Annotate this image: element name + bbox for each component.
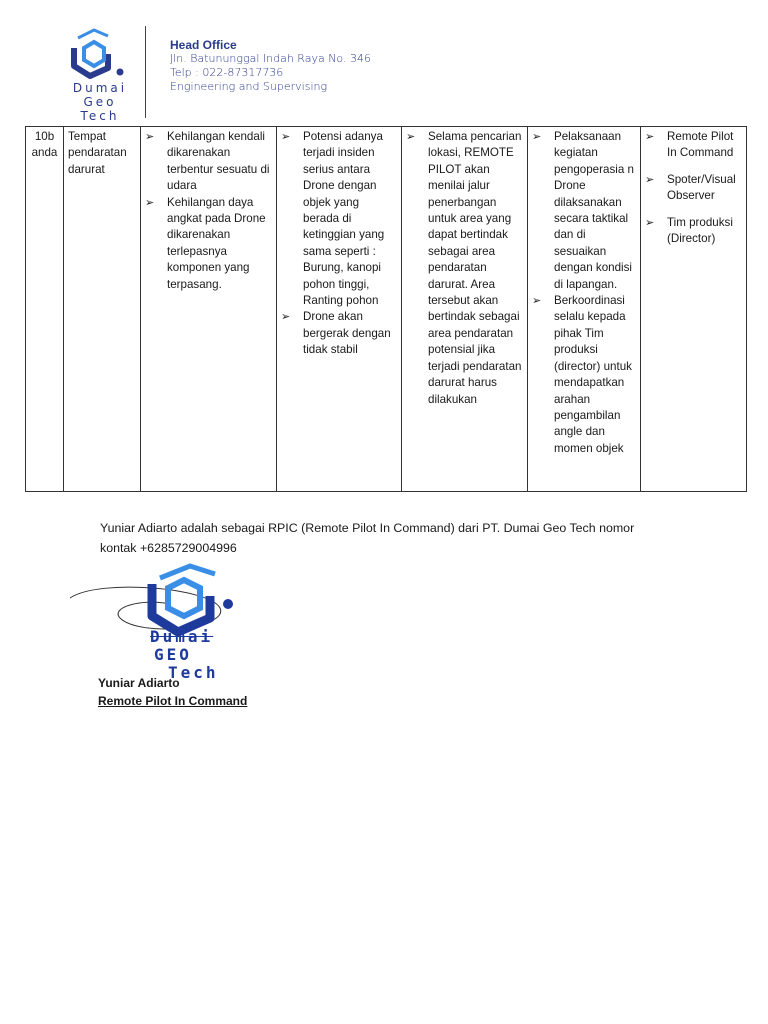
list-item: ➢ Drone akan bergerak dengan tidak stabil: [281, 309, 397, 358]
logo-text-line: Tech: [80, 109, 120, 123]
rpic-statement: Yuniar Adiarto adalah sebagai RPIC (Remote Pilot In Command) dari PT. Dumai Geo Tech nomor kontak +6285729004996: [100, 521, 635, 555]
table-row: [26, 127, 747, 492]
mitigation-cell: [402, 127, 528, 492]
office-phone: Telp : 022-87317736: [170, 66, 284, 79]
logo-text-line: Geo: [83, 95, 117, 109]
office-address: Jln. Batununggal Indah Raya No. 346: [170, 52, 371, 65]
company-logo: [64, 28, 136, 122]
actions-cell: [528, 127, 641, 492]
list-item: ➢ Remote Pilot In Command: [645, 129, 742, 162]
responsible-cell: [641, 127, 747, 492]
list-item: ➢ Tim produksi (Director): [645, 215, 742, 248]
impacts-cell: [277, 127, 402, 492]
logo-text-line: Dumai: [72, 81, 128, 95]
list-item: ➢ Pelaksanaan kegiatan pengoperasia n Drone dilaksanakan secara taktikal dan di sesuaikan dengan kondisi di lapangan.: [532, 129, 636, 293]
risks-cell: [141, 127, 277, 492]
location-text: Tempat pendaratan darurat: [68, 130, 127, 176]
list-item: ➢ Berkoordinasi selalu kepada pihak Tim produksi (director) untuk mendapatkan arahan pengambilan angle dan momen objek: [532, 293, 636, 457]
logo-mark-icon: [64, 28, 136, 80]
list-item: ➢ Spoter/Visual Observer: [645, 172, 742, 205]
stamp-line: Dumai: [150, 627, 214, 646]
signer-role: Remote Pilot In Command: [98, 694, 248, 708]
header-divider: [145, 26, 146, 118]
risk-table: [25, 126, 747, 492]
location-cell: [64, 127, 141, 492]
head-office-block: [170, 38, 371, 94]
office-services: Engineering and Supervising: [170, 80, 328, 93]
list-item: ➢ Kehilangan kendali dikarenakan terbentur sesuatu di udara: [145, 129, 272, 195]
row-id: 10b: [34, 130, 55, 143]
row-id-cell: [26, 127, 64, 492]
office-title: Head Office: [170, 38, 237, 52]
stamp-line: Tech: [168, 663, 219, 682]
stamp-line: GEO: [154, 645, 192, 664]
stamp-text: [148, 628, 219, 682]
list-item: ➢ Kehilangan daya angkat pada Drone dikarenakan terlepasnya komponen yang terpasang.: [145, 195, 272, 293]
list-item: ➢ Potensi adanya terjadi insiden serius antara Drone dengan objek yang berada di ketinggian yang sama seperti : Burung, kanopi pohon tinggi, Ranting pohon: [281, 129, 397, 309]
row-id-cont: anda: [31, 146, 58, 160]
list-item: ➢ Selama pencarian lokasi, REMOTE PILOT akan menilai jalur penerbangan untuk area yang dapat bertindak sebagai area pendaratan darurat. Area tersebut akan bertindak sebagai area pendaratan potensial jika terjadi pendaratan darurat harus dilakukan: [406, 129, 523, 408]
signer-name: Yuniar Adiarto: [98, 676, 180, 690]
